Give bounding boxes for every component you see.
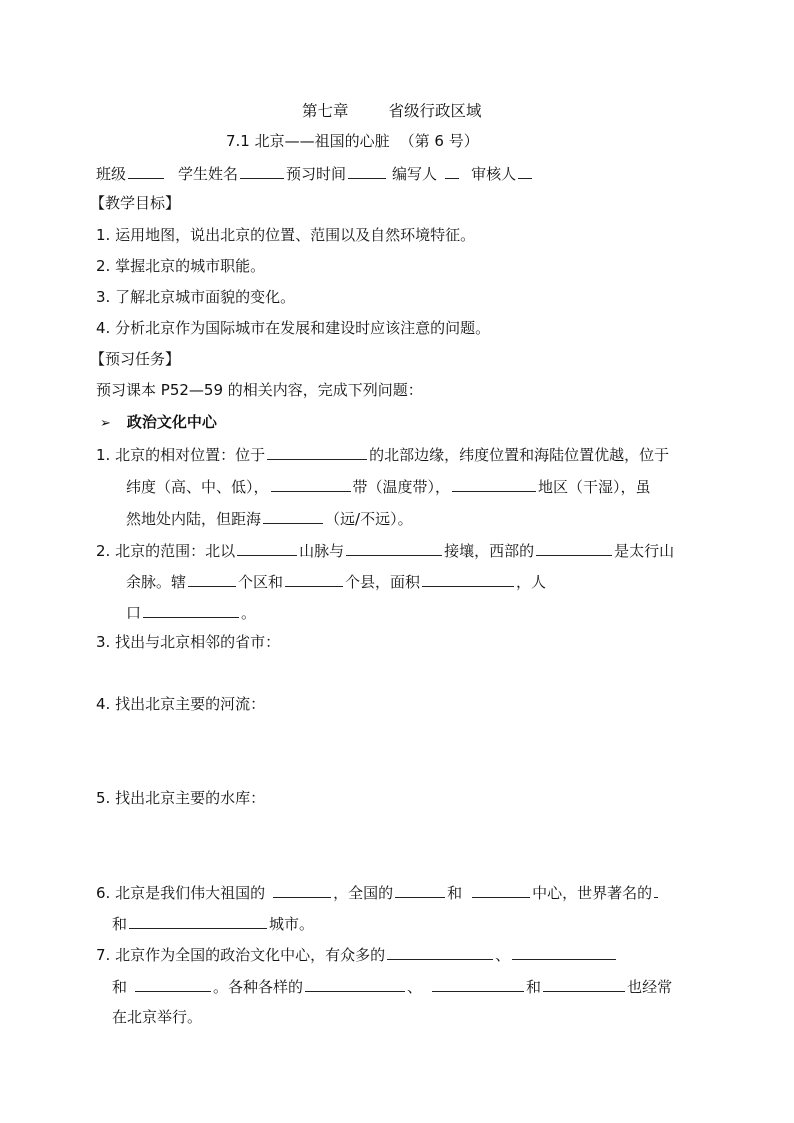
- question-7-line-2: [112, 975, 672, 997]
- arrow-bullet-icon: ➢: [100, 416, 111, 431]
- q6-blank-3[interactable]: [472, 881, 530, 898]
- lesson-heading: [226, 131, 479, 151]
- objectives-heading: 【教学目标】: [90, 194, 181, 212]
- reviewer-blank[interactable]: [518, 162, 532, 179]
- question-7-line-3: 在北京举行。: [112, 1008, 203, 1026]
- q2-blank-7[interactable]: [143, 601, 239, 618]
- q7-text: 和: [112, 978, 128, 996]
- student-blank[interactable]: [240, 162, 284, 179]
- q2-text: 是太行山: [614, 542, 675, 560]
- q1-blank-1[interactable]: [267, 443, 367, 460]
- question-1-line-1: [96, 443, 669, 465]
- question-4: 4. 找出北京主要的河流：: [96, 695, 266, 713]
- question-7-line-1: [96, 943, 618, 965]
- q7-text: 、: [407, 978, 423, 996]
- q2-text: 个区和: [238, 573, 284, 591]
- class-label: 班级: [96, 165, 127, 183]
- q6-text: 城市。: [269, 915, 315, 933]
- section-title: 政治文化中心: [126, 413, 217, 431]
- q6-blank-4[interactable]: [654, 881, 658, 898]
- author-label: 编写人: [392, 165, 438, 183]
- q6-text: 中心，世界著名的: [532, 884, 653, 902]
- q2-text: 接壤，西部的: [444, 542, 535, 560]
- lesson-title: 7.1 北京——祖国的心脏: [226, 132, 390, 150]
- question-5: 5. 找出北京主要的水库：: [96, 789, 266, 807]
- q1-text: 1. 北京的相对位置：位于: [96, 446, 266, 464]
- info-row: [96, 162, 534, 184]
- author-blank[interactable]: [445, 162, 459, 179]
- q2-text: 余脉。辖: [126, 573, 187, 591]
- q7-blank-1[interactable]: [387, 943, 493, 960]
- q1-blank-3[interactable]: [452, 475, 536, 492]
- objective-item: 1. 运用地图，说出北京的位置、范围以及自然环境特征。: [96, 226, 476, 244]
- question-2-line-3: [126, 601, 256, 623]
- chapter-title: 省级行政区域: [388, 102, 482, 120]
- tasks-intro: 预习课本 P52—59 的相关内容，完成下列问题：: [96, 381, 423, 399]
- lesson-number: （第 6 号）: [399, 132, 479, 150]
- q2-blank-5[interactable]: [285, 570, 343, 587]
- q1-blank-4[interactable]: [263, 507, 323, 524]
- section-heading: [100, 412, 217, 434]
- q7-blank-2[interactable]: [512, 943, 616, 960]
- q6-blank-1[interactable]: [273, 881, 331, 898]
- q1-text: 带（温度带），: [352, 478, 451, 496]
- q6-text: ，全国的: [333, 884, 394, 902]
- question-3: 3. 找出与北京相邻的省市：: [96, 633, 281, 651]
- question-6-line-1: [96, 881, 660, 903]
- q1-text: 纬度（高、中、低），: [126, 478, 269, 496]
- q6-text: 和: [447, 884, 463, 902]
- q7-blank-4[interactable]: [305, 975, 405, 992]
- q2-text: 山脉与: [299, 542, 345, 560]
- question-2-line-2: [126, 570, 546, 592]
- q7-blank-3[interactable]: [135, 975, 211, 992]
- reviewer-label: 审核人: [471, 165, 517, 183]
- question-2-line-1: [96, 539, 674, 561]
- time-blank[interactable]: [348, 162, 386, 179]
- chapter-heading: [302, 101, 482, 121]
- q1-text: 然地处内陆，但距海: [126, 510, 262, 528]
- q7-text: 、: [495, 946, 511, 964]
- class-blank[interactable]: [128, 162, 164, 179]
- q7-text: 7. 北京作为全国的政治文化中心，有众多的: [96, 946, 386, 964]
- q2-blank-3[interactable]: [536, 539, 612, 556]
- q1-text: 地区（干湿），虽: [538, 478, 651, 496]
- q7-blank-6[interactable]: [543, 975, 625, 992]
- q7-text: 也经常: [627, 978, 673, 996]
- q2-text: 。: [241, 604, 257, 622]
- q2-text: 口: [126, 604, 142, 622]
- objective-item: 2. 掌握北京的城市职能。: [96, 257, 266, 275]
- q7-text: 。各种各样的: [213, 978, 304, 996]
- q6-blank-2[interactable]: [395, 881, 445, 898]
- q1-text: （远/不远）。: [325, 510, 413, 528]
- q2-blank-2[interactable]: [346, 539, 442, 556]
- q6-blank-5[interactable]: [129, 912, 267, 929]
- q7-text: 和: [526, 978, 542, 996]
- objective-item: 3. 了解北京城市面貌的变化。: [96, 288, 296, 306]
- q7-blank-5[interactable]: [432, 975, 524, 992]
- question-6-line-2: [112, 912, 314, 934]
- objective-item: 4. 分析北京作为国际城市在发展和建设时应该注意的问题。: [96, 319, 491, 337]
- q1-blank-2[interactable]: [271, 475, 351, 492]
- q2-text: ，人: [516, 573, 547, 591]
- student-label: 学生姓名: [178, 165, 239, 183]
- q2-blank-4[interactable]: [188, 570, 236, 587]
- q2-text: 2. 北京的范围：北以: [96, 542, 236, 560]
- tasks-heading: 【预习任务】: [90, 350, 181, 368]
- q2-text: 个县，面积: [345, 573, 421, 591]
- question-1-line-3: [126, 507, 413, 529]
- q2-blank-6[interactable]: [422, 570, 514, 587]
- q6-text: 和: [112, 915, 128, 933]
- question-1-line-2: [126, 475, 651, 497]
- q2-blank-1[interactable]: [237, 539, 297, 556]
- chapter-label: 第七章: [302, 102, 349, 120]
- q1-text: 的北部边缘，纬度位置和海陆位置优越，位于: [369, 446, 670, 464]
- q6-text: 6. 北京是我们伟大祖国的: [96, 884, 266, 902]
- time-label: 预习时间: [286, 165, 347, 183]
